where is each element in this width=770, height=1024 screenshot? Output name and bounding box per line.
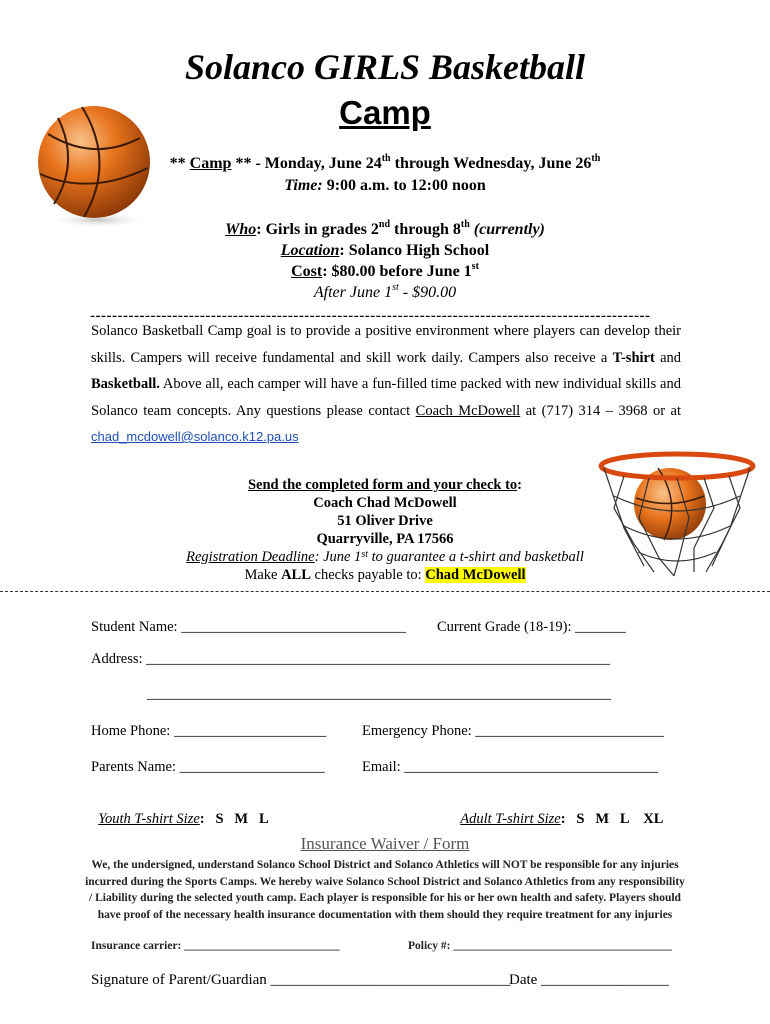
policy-number-field[interactable]: Policy #: ______________________________________: [408, 940, 672, 952]
page-subtitle: Camp: [339, 94, 431, 131]
camp-dates: ** Camp ** - Monday, June 24th through Wednesday, June 26th: [169, 153, 601, 172]
student-name-field[interactable]: Student Name: _______________________________: [91, 619, 406, 635]
adult-tshirt-size[interactable]: Adult T-shirt Size: S M L XL: [460, 811, 664, 827]
signature-field[interactable]: Signature of Parent/Guardian ________________________________: [91, 972, 511, 988]
camp-description: Solanco Basketball Camp goal is to provide a positive environment where players can develop their skills. Campers will receive fundamental and skill work daily. Campers also receive a T-shirt and Basketball. Above all, each camper will have a fun-filled time packed with new individual skills and Solanco team concepts. Any questions please contact Coach McDowell at (717) 314 – 3968 or at chad_mcdowell@solanco.k12.pa.us: [91, 323, 682, 444]
address-field[interactable]: Address: ________________________________________________________________: [91, 651, 611, 667]
separator: ------------------------------------------------------------------------------------------------------: [90, 308, 651, 324]
send-city: Quarryville, PA 17566: [316, 531, 454, 547]
address-line2-field[interactable]: ________________________________________________________________: [147, 686, 611, 702]
current-grade-field[interactable]: Current Grade (18-19): _______: [437, 619, 626, 635]
camp-time: Time: 9:00 a.m. to 12:00 noon: [284, 177, 486, 194]
camp-late-cost: After June 1st - $90.00: [313, 282, 457, 301]
date-field[interactable]: Date _________________: [509, 972, 669, 988]
home-phone-field[interactable]: Home Phone: _____________________: [91, 723, 327, 739]
insurance-carrier-field[interactable]: Insurance carrier: ___________________________: [91, 940, 340, 952]
parents-name-field[interactable]: Parents Name: ____________________: [91, 759, 325, 775]
camp-who: Who: Girls in grades 2nd through 8th (currently): [225, 219, 545, 238]
registration-deadline: Registration Deadline: June 1st to guarantee a t-shirt and basketball: [186, 549, 584, 565]
page-title: Solanco GIRLS Basketball: [184, 47, 586, 87]
email-field[interactable]: Email: ___________________________________: [362, 759, 659, 775]
youth-tshirt-size[interactable]: Youth T-shirt Size: S M L: [98, 811, 269, 827]
payable-line: Make ALL checks payable to: Chad McDowell: [244, 567, 526, 583]
emergency-phone-field[interactable]: Emergency Phone: __________________________: [362, 723, 664, 739]
waiver-title: Insurance Waiver / Form: [300, 834, 470, 853]
waiver-text: We, the undersigned, understand Solanco School District and Solanco Athletics will NOT be responsible for any injuries incurred during the Sports Camps. We hereby waive Solanco School District and Solanco Athletics from any responsibility / Liability during the selected youth camp. Each player is responsible for his or her own health and safety. Players should have proof of the necessary health insurance documentation with them should they require treatment for any injuries: [85, 859, 685, 921]
payee-highlight: Chad McDowell: [425, 567, 526, 583]
send-name: Coach Chad McDowell: [313, 495, 457, 511]
coach-contact: Coach McDowell: [415, 402, 521, 419]
camp-location: Location: Solanco High School: [280, 242, 490, 259]
camp-cost: Cost: $80.00 before June 1st: [291, 261, 479, 280]
email-link[interactable]: chad_mcdowell@solanco.k12.pa.us: [91, 429, 299, 444]
send-street: 51 Oliver Drive: [337, 513, 433, 529]
send-heading: Send the completed form and your check to:: [247, 477, 523, 493]
cut-line: [0, 591, 770, 592]
